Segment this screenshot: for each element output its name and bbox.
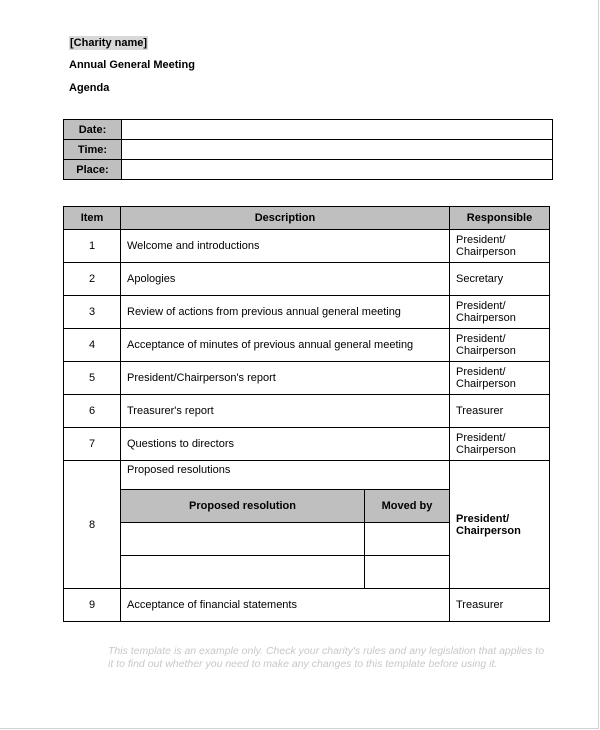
agenda-row — [64, 230, 550, 263]
agenda-row — [64, 395, 550, 428]
item-responsible: Treasurer — [450, 589, 550, 622]
info-row-place — [64, 160, 553, 180]
item-description: Welcome and introductions — [121, 230, 450, 263]
col-description-header: Description — [121, 207, 450, 230]
item-description: Acceptance of financial statements — [121, 589, 450, 622]
template-disclaimer: This template is an example only. Check your charity's rules and any legislation that applies to it to find out whether you need to make any changes to this template before using it. — [108, 645, 545, 670]
agenda-row — [64, 296, 550, 329]
place-value[interactable] — [122, 160, 553, 180]
resolutions-subheader — [121, 490, 449, 523]
item-number: 7 — [64, 428, 121, 461]
agenda-row — [64, 362, 550, 395]
proposed-resolution-header: Proposed resolution — [121, 490, 365, 523]
item-responsible: President/ Chairperson — [450, 461, 550, 589]
item-description: Apologies — [121, 263, 450, 296]
place-label: Place: — [64, 160, 122, 180]
agenda-table — [63, 206, 550, 622]
item-description: Treasurer's report — [121, 395, 450, 428]
info-row-date — [64, 120, 553, 140]
info-row-time — [64, 140, 553, 160]
item-number: 4 — [64, 329, 121, 362]
resolutions-cell — [121, 461, 450, 589]
item-number: 1 — [64, 230, 121, 263]
item-responsible: President/ Chairperson — [450, 329, 550, 362]
resolution-field[interactable] — [121, 523, 365, 556]
item-number: 9 — [64, 589, 121, 622]
moved-by-field[interactable] — [365, 523, 450, 556]
item-number: 3 — [64, 296, 121, 329]
resolution-entry-row — [121, 556, 449, 589]
item-number: 2 — [64, 263, 121, 296]
item-responsible: Treasurer — [450, 395, 550, 428]
item-responsible: President/ Chairperson — [450, 428, 550, 461]
item-description: President/Chairperson's report — [121, 362, 450, 395]
resolution-entry-row — [121, 523, 449, 556]
date-value[interactable] — [122, 120, 553, 140]
meeting-info-table — [63, 119, 553, 180]
item-responsible: President/ Chairperson — [450, 362, 550, 395]
item-description: Review of actions from previous annual general meeting — [121, 296, 450, 329]
item-responsible: Secretary — [450, 263, 550, 296]
col-item-header: Item — [64, 207, 121, 230]
resolutions-title: Proposed resolutions — [127, 464, 231, 476]
agenda-header-row — [64, 207, 550, 230]
resolutions-row — [64, 461, 550, 589]
charity-name: [Charity name] — [70, 37, 148, 49]
item-number: 6 — [64, 395, 121, 428]
moved-by-field[interactable] — [365, 556, 450, 589]
item-description: Questions to directors — [121, 428, 450, 461]
agenda-subtitle: Agenda — [69, 82, 110, 94]
agenda-row — [64, 589, 550, 622]
resolutions-subtable — [121, 489, 449, 588]
item-number: 8 — [64, 461, 121, 589]
time-label: Time: — [64, 140, 122, 160]
agenda-row — [64, 428, 550, 461]
item-responsible: President/ Chairperson — [450, 230, 550, 263]
col-responsible-header: Responsible — [450, 207, 550, 230]
meeting-title: Annual General Meeting — [69, 59, 195, 71]
item-responsible: President/ Chairperson — [450, 296, 550, 329]
resolution-field[interactable] — [121, 556, 365, 589]
agenda-row — [64, 329, 550, 362]
moved-by-header: Moved by — [365, 490, 450, 523]
agenda-row — [64, 263, 550, 296]
time-value[interactable] — [122, 140, 553, 160]
item-number: 5 — [64, 362, 121, 395]
item-description: Acceptance of minutes of previous annual general meeting — [121, 329, 450, 362]
date-label: Date: — [64, 120, 122, 140]
